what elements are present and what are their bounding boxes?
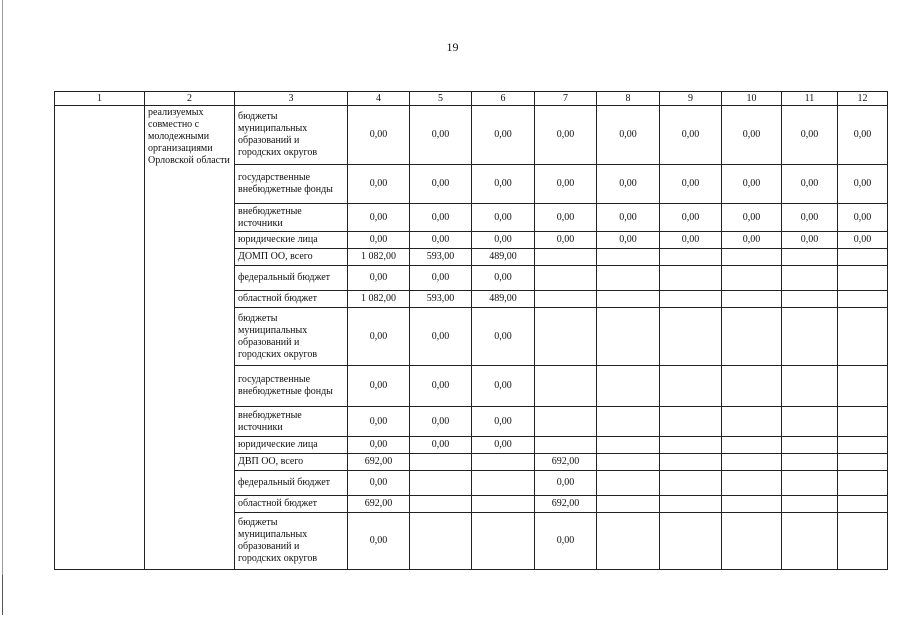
value-cell [597,249,660,266]
funding-source-cell: юридические лица [235,232,348,249]
value-cell [535,308,597,366]
value-cell [782,496,838,513]
value-cell: 0,00 [838,165,888,204]
value-cell [838,308,888,366]
funding-source-cell: внебюджетные источники [235,407,348,437]
value-cell [597,513,660,570]
value-cell [597,454,660,471]
value-cell: 0,00 [348,308,410,366]
value-cell [722,366,782,407]
value-cell [782,308,838,366]
value-cell: 0,00 [472,437,535,454]
funding-source-cell: ДВП ОО, всего [235,454,348,471]
value-cell: 0,00 [472,106,535,165]
value-cell [722,308,782,366]
value-cell: 0,00 [472,266,535,291]
value-cell: 0,00 [535,471,597,496]
funding-source-cell: ДОМП ОО, всего [235,249,348,266]
funding-source-cell: государственные внебюджетные фонды [235,366,348,407]
value-cell [838,496,888,513]
value-cell [782,437,838,454]
value-cell [535,291,597,308]
category-cell: реализуемых совместно с молодежными организациями Орловской области [145,106,235,570]
budget-table [54,91,888,570]
value-cell [722,249,782,266]
value-cell [472,454,535,471]
funding-source-cell: федеральный бюджет [235,266,348,291]
value-cell: 0,00 [472,308,535,366]
value-cell [410,454,472,471]
value-cell [660,291,722,308]
value-cell [660,471,722,496]
page-edge-line [2,0,3,600]
value-cell [782,407,838,437]
value-cell [838,513,888,570]
column-header: 8 [597,92,660,106]
value-cell: 0,00 [597,106,660,165]
value-cell: 692,00 [348,496,410,513]
value-cell: 0,00 [410,266,472,291]
column-header: 1 [55,92,145,106]
value-cell: 0,00 [660,165,722,204]
value-cell: 0,00 [660,106,722,165]
value-cell [838,249,888,266]
value-cell [838,454,888,471]
value-cell: 692,00 [535,454,597,471]
value-cell: 0,00 [597,165,660,204]
column-header: 11 [782,92,838,106]
value-cell [722,454,782,471]
value-cell [722,437,782,454]
column-header: 10 [722,92,782,106]
empty-number-cell [55,106,145,570]
value-cell: 692,00 [535,496,597,513]
value-cell [722,266,782,291]
value-cell: 0,00 [722,204,782,232]
value-cell: 0,00 [410,232,472,249]
value-cell: 0,00 [410,308,472,366]
value-cell: 0,00 [348,266,410,291]
value-cell [660,407,722,437]
value-cell [597,407,660,437]
funding-source-cell: бюджеты муниципальных образований и городских округов [235,513,348,570]
value-cell: 593,00 [410,249,472,266]
value-cell [535,266,597,291]
value-cell: 0,00 [535,165,597,204]
value-cell [597,308,660,366]
value-cell [782,454,838,471]
value-cell: 0,00 [348,106,410,165]
funding-source-cell: бюджеты муниципальных образований и городских округов [235,308,348,366]
value-cell [597,471,660,496]
value-cell [782,513,838,570]
value-cell [838,366,888,407]
value-cell [782,471,838,496]
value-cell [660,266,722,291]
value-cell: 0,00 [410,407,472,437]
value-cell [722,407,782,437]
value-cell: 0,00 [660,232,722,249]
value-cell: 0,00 [722,232,782,249]
value-cell [838,471,888,496]
table-row [55,106,888,165]
value-cell: 0,00 [782,232,838,249]
value-cell [472,496,535,513]
value-cell [660,366,722,407]
value-cell [410,513,472,570]
page-number: 19 [446,40,459,54]
value-cell [782,366,838,407]
value-cell: 0,00 [838,204,888,232]
value-cell [660,496,722,513]
value-cell [838,437,888,454]
value-cell [535,407,597,437]
value-cell [722,496,782,513]
value-cell [660,513,722,570]
value-cell [472,513,535,570]
value-cell: 0,00 [782,106,838,165]
funding-source-cell: бюджеты муниципальных образований и городских округов [235,106,348,165]
value-cell: 0,00 [535,204,597,232]
funding-source-cell: государственные внебюджетные фонды [235,165,348,204]
value-cell [535,437,597,454]
value-cell: 0,00 [535,513,597,570]
column-header: 2 [145,92,235,106]
funding-source-cell: юридические лица [235,437,348,454]
value-cell: 0,00 [410,204,472,232]
value-cell: 0,00 [472,366,535,407]
value-cell: 0,00 [410,165,472,204]
value-cell: 0,00 [597,232,660,249]
value-cell: 0,00 [597,204,660,232]
value-cell: 1 082,00 [348,291,410,308]
value-cell: 0,00 [472,165,535,204]
value-cell: 0,00 [535,106,597,165]
value-cell: 0,00 [722,165,782,204]
column-header: 12 [838,92,888,106]
column-header: 7 [535,92,597,106]
value-cell: 692,00 [348,454,410,471]
value-cell: 0,00 [472,232,535,249]
value-cell: 0,00 [782,165,838,204]
value-cell: 489,00 [472,249,535,266]
value-cell: 0,00 [348,165,410,204]
value-cell: 0,00 [472,204,535,232]
value-cell [838,266,888,291]
column-header: 9 [660,92,722,106]
value-cell [782,249,838,266]
value-cell [597,266,660,291]
value-cell [535,249,597,266]
value-cell [660,454,722,471]
value-cell [597,366,660,407]
value-cell [597,496,660,513]
value-cell [597,291,660,308]
value-cell [597,437,660,454]
column-header: 6 [472,92,535,106]
value-cell [660,437,722,454]
value-cell: 0,00 [472,407,535,437]
value-cell [838,407,888,437]
value-cell [782,266,838,291]
funding-source-cell: федеральный бюджет [235,471,348,496]
value-cell [472,471,535,496]
value-cell: 0,00 [838,232,888,249]
value-cell: 0,00 [348,407,410,437]
value-cell [722,471,782,496]
funding-source-cell: внебюджетные источники [235,204,348,232]
value-cell [722,291,782,308]
value-cell [838,291,888,308]
value-cell [535,366,597,407]
value-cell [782,291,838,308]
value-cell: 593,00 [410,291,472,308]
value-cell: 0,00 [410,106,472,165]
value-cell: 0,00 [348,366,410,407]
value-cell: 0,00 [535,232,597,249]
value-cell [722,513,782,570]
value-cell: 0,00 [348,204,410,232]
value-cell: 0,00 [348,437,410,454]
header-row [55,92,888,106]
column-header: 5 [410,92,472,106]
value-cell: 0,00 [348,232,410,249]
value-cell [410,471,472,496]
value-cell: 0,00 [410,437,472,454]
value-cell: 0,00 [722,106,782,165]
value-cell [410,496,472,513]
value-cell: 0,00 [348,513,410,570]
value-cell: 0,00 [348,471,410,496]
value-cell: 0,00 [782,204,838,232]
value-cell: 489,00 [472,291,535,308]
page-edge-mark [2,575,3,615]
value-cell: 1 082,00 [348,249,410,266]
funding-source-cell: областной бюджет [235,496,348,513]
column-header: 4 [348,92,410,106]
funding-source-cell: областной бюджет [235,291,348,308]
value-cell: 0,00 [410,366,472,407]
value-cell [660,249,722,266]
column-header: 3 [235,92,348,106]
value-cell [660,308,722,366]
value-cell: 0,00 [660,204,722,232]
value-cell: 0,00 [838,106,888,165]
